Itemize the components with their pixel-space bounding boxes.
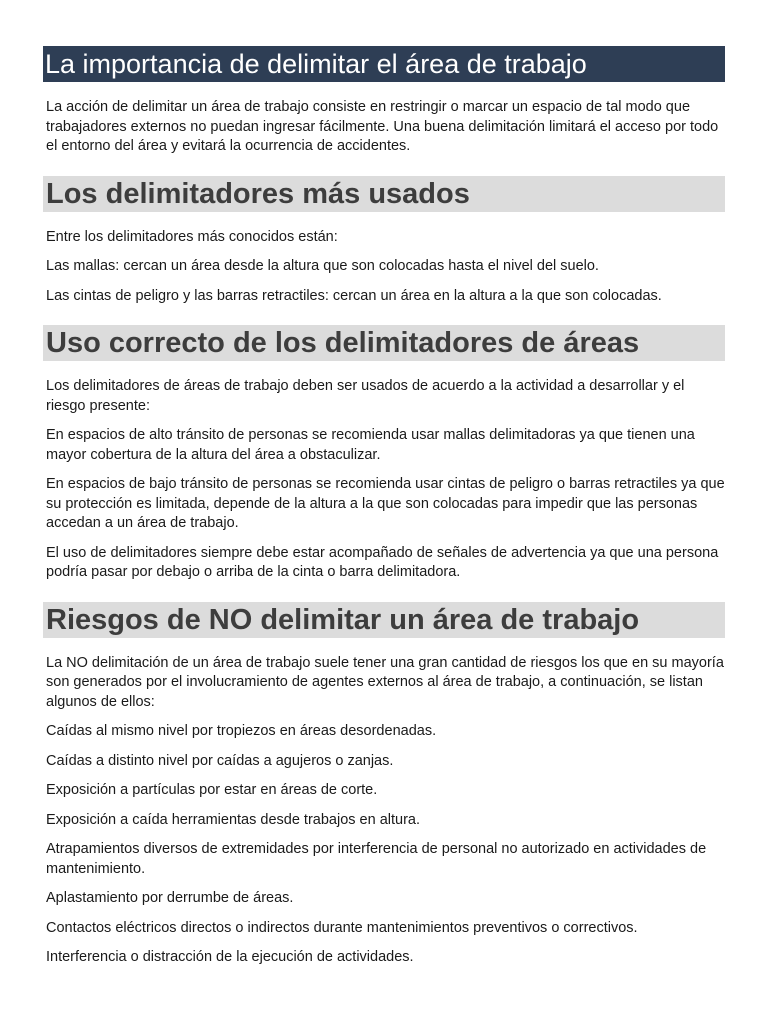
list-item: Contactos eléctricos directos o indirectos durante mantenimientos preventivos o correctivos. [46, 919, 638, 936]
list-item: Exposición a caída herramientas desde trabajos en altura. [46, 811, 420, 828]
intro-paragraph: La acción de delimitar un área de trabajo consiste en restringir o marcar un espacio de tal modo que trabajadores externos no puedan ingresar fácilmente. Una buena delimitación limitará el acceso por todo el entorno del área y evitará la ocurrencia de accidentes. [46, 99, 719, 154]
paragraph: El uso de delimitadores siempre debe estar acompañado de señales de advertencia ya que una persona podría pasar por debajo o arriba de la cinta o barra delimitadora. [46, 544, 719, 580]
paragraph: En espacios de bajo tránsito de personas se recomienda usar cintas de peligro o barras retractiles ya que su protección es limitada, depende de la altura a la que son colocadas para impedir que las personas accedan a un área de trabajo. [46, 476, 725, 531]
paragraph: La NO delimitación de un área de trabajo suele tener una gran cantidad de riesgos los que en su mayoría son generados por el involucramiento de agentes externos al área de trabajo, a continuación, se listan algunos de ellos: [46, 654, 724, 710]
paragraph: Las mallas: cercan un área desde la altura que son colocadas hasta el nivel del suelo. [46, 258, 599, 274]
list-item: Caídas al mismo nivel por tropiezos en áreas desordenadas. [46, 723, 437, 739]
document-page [43, 46, 725, 978]
list-item: Interferencia o distracción de la ejecución de actividades. [46, 949, 414, 965]
paragraph: En espacios de alto tránsito de personas se recomienda usar mallas delimitadoras ya que tienen una mayor cobertura de la altura del área a obstaculizar. [46, 427, 695, 463]
paragraph: Las cintas de peligro y las barras retractiles: cercan un área en la altura a la que son colocadas. [46, 287, 662, 304]
list-item: Exposición a partículas por estar en áreas de corte. [46, 782, 378, 798]
document-title: La importancia de delimitar el área de trabajo [43, 46, 725, 82]
section-heading-uso-correcto: Uso correcto de los delimitadores de áreas [43, 325, 725, 361]
paragraph: Entre los delimitadores más conocidos están: [46, 228, 338, 245]
list-item: Caídas a distinto nivel por caídas a agujeros o zanjas. [46, 752, 394, 769]
section-heading-delimitadores: Los delimitadores más usados [43, 176, 725, 212]
section-heading-riesgos: Riesgos de NO delimitar un área de trabajo [43, 602, 725, 638]
paragraph: Los delimitadores de áreas de trabajo deben ser usados de acuerdo a la actividad a desarrollar y el riesgo presente: [46, 378, 685, 414]
list-item: Atrapamientos diversos de extremidades por interferencia de personal no autorizado en actividades de mantenimiento. [46, 841, 707, 877]
list-item: Aplastamiento por derrumbe de áreas. [46, 890, 294, 906]
